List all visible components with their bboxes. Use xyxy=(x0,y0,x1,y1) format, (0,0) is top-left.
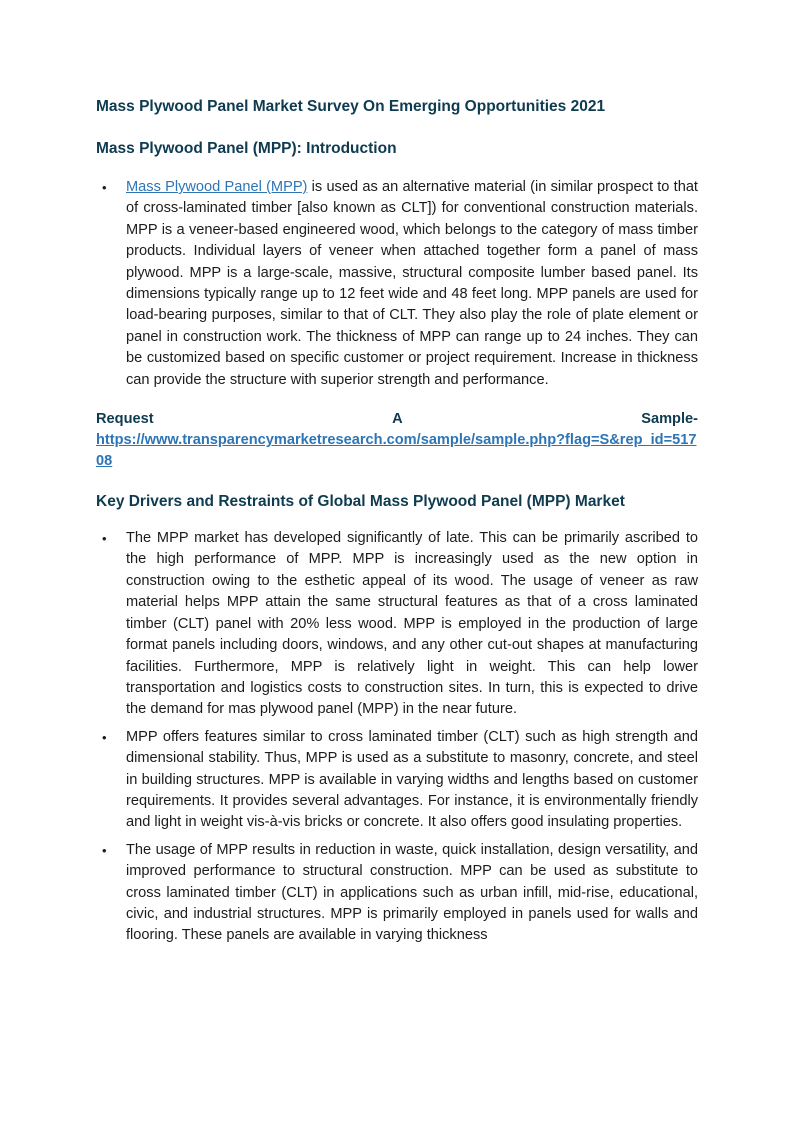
request-word: Request xyxy=(96,411,154,428)
drivers-list xyxy=(96,528,698,947)
mpp-link[interactable]: Mass Plywood Panel (MPP) xyxy=(126,179,308,195)
request-row xyxy=(96,409,698,430)
list-item xyxy=(96,528,698,721)
drivers-heading: Key Drivers and Restraints of Global Mass Plywood Panel (MPP) Market xyxy=(96,493,625,511)
driver-paragraph: The usage of MPP results in reduction in waste, quick installation, design versatility, and improved performance to structural construction. MPP can be used as substitute to cross laminated timber (CLT) in applications such as urban infill, mid-rise, educational, civic, and industrial structures. MPP is primarily employed in panels used for walls and flooring. These panels are available in varying thickness xyxy=(126,841,698,944)
driver-paragraph: MPP offers features similar to cross laminated timber (CLT) such as high strength and dimensional stability. Thus, MPP is used as a substitute to masonry, concrete, and steel in building structures. MPP is available in varying widths and lengths based on customer requirements. It provides several advantages. For instance, it is environmentally friendly and light in weight vis-à-vis bricks or concrete. It also offers good insulating properties. xyxy=(126,728,698,831)
bullet-icon: • xyxy=(102,842,107,858)
bullet-icon: • xyxy=(102,531,107,547)
intro-heading: Mass Plywood Panel (MPP): Introduction xyxy=(96,140,397,157)
request-word: A xyxy=(392,411,403,428)
list-item xyxy=(96,727,698,834)
list-item xyxy=(96,177,698,391)
document-title: Mass Plywood Panel Market Survey On Emerging Opportunities 2021 xyxy=(96,98,606,115)
bullet-icon: • xyxy=(102,729,107,745)
request-word: Sample- xyxy=(641,411,698,428)
bullet-icon: • xyxy=(102,180,107,195)
intro-paragraph: is used as an alternative material (in similar prospect to that of cross-laminated timber [also known as CLT]) for conventional construction materials. MPP is a veneer-based engineered wood, which belongs to the category of mass timber products. Individual layers of veneer when attached together form a panel of mass plywood. MPP is a large-scale, massive, structural composite lumber based panel. Its dimensions typically range up to 12 feet wide and 48 feet long. MPP panels are used for load-bearing purposes, similar to that of CLT. They also play the role of plate element or panel in construction work. The thickness of MPP can range up to 24 inches. They can be customized based on specific customer or project requirement. Increase in thickness can provide the structure with superior strength and performance. xyxy=(126,179,698,388)
sample-url-link[interactable]: https://www.transparencymarketresearch.com/sample/sample.php?flag=S&rep_id=51708 xyxy=(96,432,697,470)
request-sample xyxy=(96,409,698,472)
document-page xyxy=(96,96,698,953)
driver-paragraph: The MPP market has developed significantly of late. This can be primarily ascribed to the high performance of MPP. MPP is increasingly used as the new option in construction owing to the esthetic appeal of its wood. The usage of veneer as raw material helps MPP attain the same structural features as that of a cross laminated timber (CLT) panel with 20% less wood. MPP is employed in the production of large format panels including doors, windows, and any other cut-out shapes at manufacturing facilities. Furthermore, MPP is relatively light in weight. This can help lower transportation and logistics costs to construction sites. In turn, this is expected to drive the demand for mas plywood panel (MPP) in the near future. xyxy=(126,530,698,718)
list-item xyxy=(96,840,698,947)
intro-list xyxy=(96,177,698,391)
